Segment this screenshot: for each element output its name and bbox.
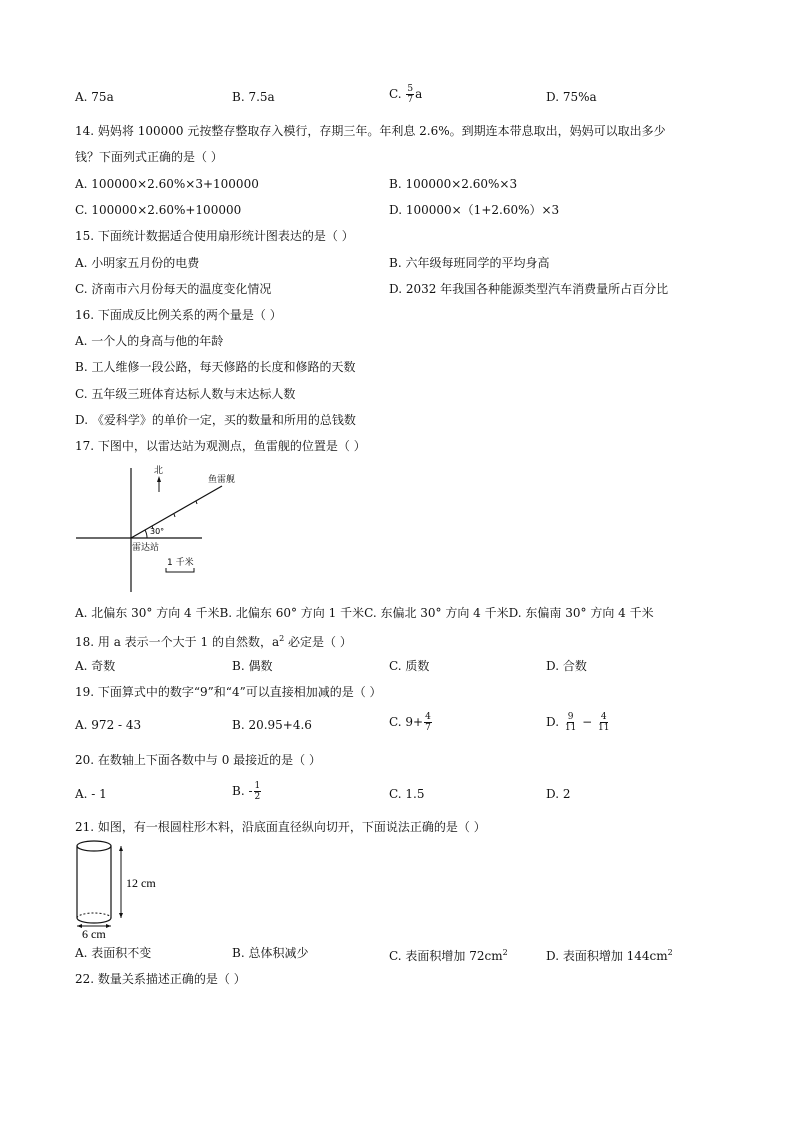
angle-arc [145,530,147,538]
q13-option-c-fraction: $\frac{5}{7}$ [407,84,414,105]
q14-stem-line2: 钱？下面列式正确的是（ ） [75,150,223,164]
q19-option-a: A. 972 - 43 [75,718,142,732]
height-arrow-bottom [119,913,123,918]
question-18-options [0,657,794,677]
q20-option-b: B. - $\frac{1}{2}$ [232,781,261,802]
q17-options: A. 北偏东 30° 方向 4 千米B. 北偏东 60° 方向 1 千米C. 东偏北 30° 方向 4 千米D. 东偏南 30° 方向 4 千米 [75,606,654,620]
q16-option-d: D. 《爱科学》的单价一定，买的数量和所用的总钱数 [75,413,356,427]
q20-option-a: A. - 1 [75,787,107,801]
q20-option-d: D. 2 [546,787,571,801]
q20-stem: 20. 在数轴上下面各数中与 0 最接近的是（ ） [75,753,321,767]
question-14-options-2 [0,201,794,221]
q19-option-c: C. 9+ $\frac{4}{7}$ [389,712,431,733]
q18-option-c: C. 质数 [389,659,430,673]
q15-stem: 15. 下面统计数据适合使用扇形统计图表达的是（ ） [75,229,354,243]
q16-option-c: C. 五年级三班体育达标人数与末达标人数 [75,387,296,401]
q13-option-d: D. 75%a [546,90,597,104]
q18-option-b: B. 偶数 [232,659,273,673]
question-13-options [0,84,794,108]
q21-option-d: D. 表面积增加 $144cm^2$ [546,948,673,963]
q21-option-a: A. 表面积不变 [75,946,152,960]
question-19-options [0,712,794,736]
q19-option-b: B. 20.95+4.6 [232,718,312,732]
q21-stem: 21. 如图，有一根圆柱形木料，沿底面直径纵向切开，下面说法正确的是（ ） [75,820,486,834]
radar-diagram [72,460,262,600]
q16-option-b: B. 工人维修一段公路，每天修路的长度和修路的天数 [75,360,356,374]
question-15-options [0,254,794,274]
q22-stem: 22. 数量关系描述正确的是（ ） [75,972,246,986]
scale-tick-2 [174,514,175,517]
q18-stem: 18. 用 a 表示一个大于 1 的自然数，$a^2$ 必定是（ ） [75,634,352,649]
q15-option-b: B. 六年级每班同学的平均身高 [389,256,550,270]
question-21-options [0,944,794,964]
cylinder-diagram [72,838,172,940]
north-arrow-head [157,476,161,482]
north-label: 北 [154,466,164,476]
q16-stem: 16. 下面成反比例关系的两个量是（ ） [75,308,282,322]
ship-label: 鱼雷舰 [208,475,236,485]
q14-option-c: C. 100000×2.60%+100000 [75,203,242,217]
q19-stem: 19. 下面算式中的数字“9”和“4”可以直接相加减的是（ ） [75,685,382,699]
scale-tick-3 [196,501,197,504]
q15-option-d: D. 2032 年我国各种能源类型汽车消费量所占百分比 [389,282,669,296]
q18-option-d: D. 合数 [546,659,587,673]
height-label: 12 cm [126,876,156,890]
angle-label: 30° [150,527,165,536]
station-label: 雷达站 [132,543,160,553]
cylinder-bottom-front [77,918,111,923]
question-14-options [0,175,794,195]
q20-option-c: C. 1.5 [389,787,425,801]
q13-option-a: A. 75a [75,90,114,104]
q21-option-b: B. 总体积减少 [232,946,309,960]
question-15-options-2 [0,280,794,300]
cylinder-bottom-back [77,913,111,918]
q15-option-a: A. 小明家五月份的电费 [75,256,200,270]
q13-option-b: B. 7.5a [232,90,275,104]
q13-option-c: C. $\frac{5}{7}$ a [389,84,423,105]
cylinder-top [77,841,111,851]
diameter-label: 6 cm [82,927,106,940]
q21-option-c: C. 表面积增加 $72cm^2$ [389,948,508,963]
q17-stem: 17. 下图中，以雷达站为观测点，鱼雷舰的位置是（ ） [75,439,366,453]
scale-label: 1 千米 [167,558,194,568]
q19-option-d: D. $\frac{9}{11}$ − $\frac{4}{11}$ [546,712,610,733]
question-20-options [0,781,794,805]
q14-option-d: D. 100000×（1+2.60%）×3 [389,203,560,217]
diameter-arrow-right [106,924,111,928]
scale-bar [166,568,194,572]
q16-option-a: A. 一个人的身高与他的年龄 [75,334,224,348]
height-arrow-top [119,846,123,851]
q18-option-a: A. 奇数 [75,659,116,673]
q14-option-b: B. 100000×2.60%×3 [389,177,518,191]
q14-stem-line1: 14. 妈妈将 100000 元按整存整取存入模行，存期三年。年利息 2.6%。到期连本带息取出，妈妈可以取出多少 [75,124,666,138]
q14-option-a: A. 100000×2.60%×3+100000 [75,177,259,191]
q15-option-c: C. 济南市六月份每天的温度变化情况 [75,282,272,296]
